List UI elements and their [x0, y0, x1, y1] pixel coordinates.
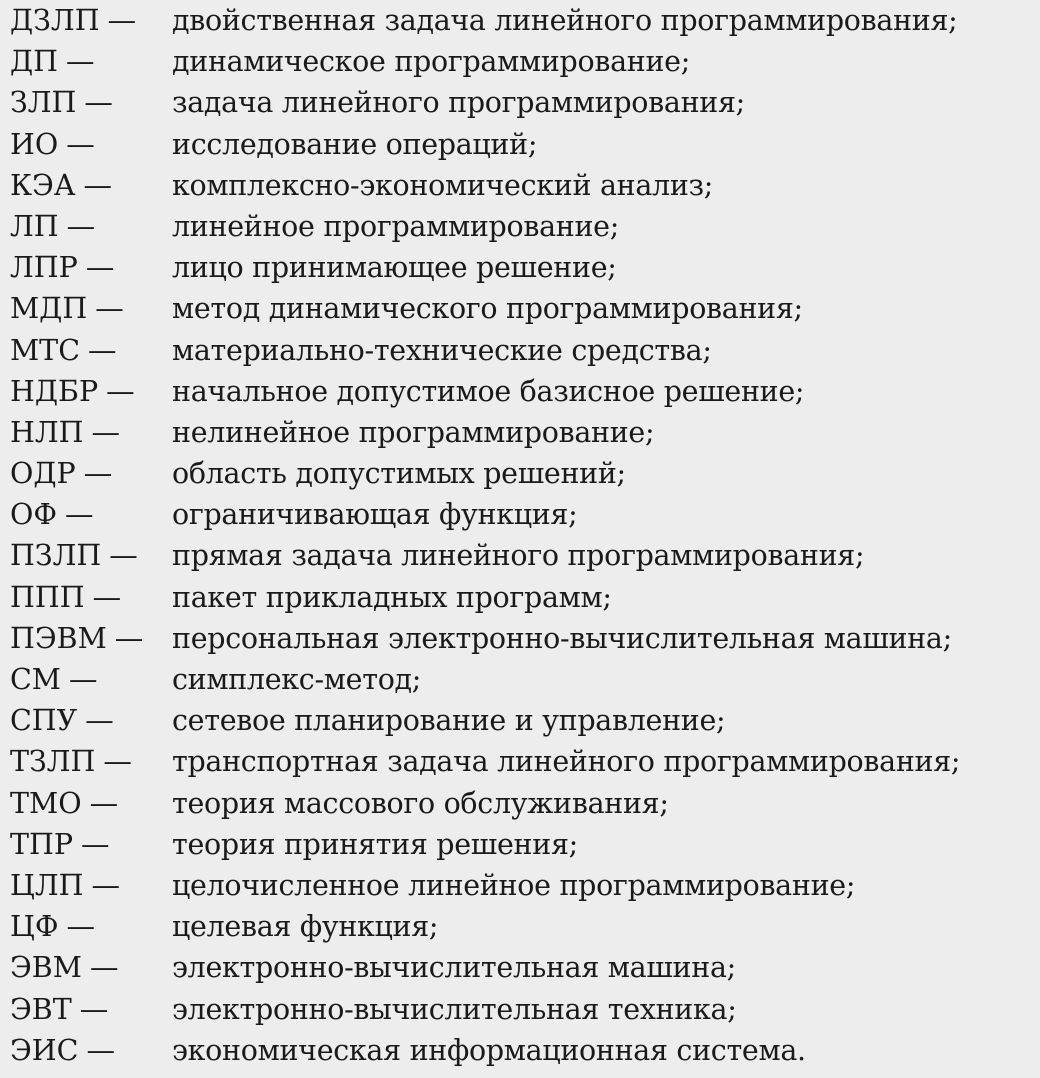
abbreviation-term	[10, 0, 172, 41]
abbreviation-term-text: ЛП	[10, 209, 59, 243]
abbreviation-term	[10, 783, 172, 824]
abbreviation-definition: задача линейного программирования;	[172, 86, 745, 120]
abbreviation-definition: электронно-вычислительная машина;	[172, 951, 736, 985]
abbreviation-term-text: ДЗЛП	[10, 4, 100, 37]
abbreviation-term	[10, 124, 172, 165]
abbreviation-term	[10, 371, 172, 412]
abbreviation-dash: —	[89, 786, 119, 820]
abbreviation-term-text: ЗЛП	[10, 86, 77, 120]
abbreviation-dash: —	[81, 827, 110, 861]
abbreviation-term	[10, 577, 172, 618]
abbreviation-term-text: МТС	[10, 333, 80, 367]
abbreviation-row	[10, 124, 1040, 165]
abbreviation-term	[10, 82, 172, 123]
abbreviation-term-text: ОФ	[10, 498, 58, 532]
abbreviation-row	[10, 288, 1040, 329]
abbreviation-term	[10, 989, 172, 1030]
abbreviation-definition: пакет прикладных программ;	[172, 580, 612, 614]
abbreviation-definition: линейное программирование;	[172, 209, 620, 243]
abbreviation-term-text: ПЭВМ	[10, 621, 107, 655]
abbreviation-dash: —	[91, 415, 120, 449]
abbreviation-definition: материально-технические средства;	[172, 333, 712, 367]
abbreviation-row	[10, 947, 1040, 988]
abbreviation-row	[10, 1030, 1040, 1071]
abbreviation-dash: —	[66, 910, 96, 944]
abbreviation-definition: прямая задача линейного программирования;	[172, 539, 865, 573]
abbreviation-row	[10, 700, 1040, 741]
abbreviation-dash: —	[69, 663, 98, 696]
abbreviation-dash: —	[85, 704, 114, 738]
abbreviation-definition: лицо принимающее решение;	[172, 251, 617, 285]
abbreviation-row	[10, 82, 1040, 123]
abbreviation-term	[10, 330, 172, 371]
abbreviation-term	[10, 700, 172, 741]
abbreviation-row	[10, 247, 1040, 288]
abbreviation-row	[10, 0, 1040, 41]
abbreviation-definition: транспортная задача линейного программирования;	[172, 745, 961, 779]
abbreviation-definition: начальное допустимое базисное решение;	[172, 374, 805, 408]
abbreviation-term	[10, 906, 172, 947]
abbreviation-dash: —	[89, 951, 119, 985]
abbreviation-dash: —	[84, 86, 113, 120]
abbreviation-term	[10, 1030, 172, 1071]
abbreviation-dash: —	[95, 292, 124, 326]
abbreviation-term	[10, 947, 172, 988]
abbreviation-row	[10, 41, 1040, 82]
abbreviation-definition: электронно-вычислительная техника;	[172, 992, 737, 1026]
abbreviation-term	[10, 741, 172, 782]
abbreviation-dash: —	[114, 621, 144, 655]
abbreviation-term	[10, 494, 172, 535]
abbreviations-list	[10, 0, 1040, 1071]
abbreviation-term	[10, 453, 172, 494]
abbreviation-term	[10, 535, 172, 576]
abbreviation-definition: симплекс-метод;	[172, 663, 422, 696]
abbreviation-term-text: ОДР	[10, 457, 76, 491]
abbreviation-dash: —	[66, 45, 95, 79]
abbreviation-term-text: НЛП	[10, 415, 84, 449]
abbreviation-term-text: ППП	[10, 580, 85, 614]
abbreviation-row	[10, 535, 1040, 576]
abbreviation-dash: —	[85, 251, 115, 285]
abbreviation-definition: метод динамического программирования;	[172, 292, 803, 326]
abbreviation-term-text: НДБР	[10, 374, 99, 408]
abbreviation-dash: —	[88, 333, 117, 367]
abbreviation-term-text: ЛПР	[10, 251, 78, 285]
abbreviation-term-text: ДП	[10, 45, 59, 79]
abbreviation-definition: сетевое планирование и управление;	[172, 704, 726, 738]
abbreviation-row	[10, 659, 1040, 700]
abbreviation-row	[10, 330, 1040, 371]
abbreviation-definition: персональная электронно-вычислительная машина;	[172, 621, 952, 655]
abbreviation-dash: —	[66, 127, 95, 161]
abbreviation-dash: —	[86, 1033, 115, 1067]
abbreviation-definition: целочисленное линейное программирование;	[172, 868, 856, 902]
abbreviation-definition: исследование операций;	[172, 127, 538, 161]
abbreviation-dash: —	[107, 4, 137, 37]
abbreviation-row	[10, 453, 1040, 494]
abbreviation-row	[10, 865, 1040, 906]
abbreviation-term	[10, 865, 172, 906]
abbreviation-definition: экономическая информационная система.	[172, 1033, 806, 1067]
abbreviation-term	[10, 247, 172, 288]
abbreviation-dash: —	[83, 457, 113, 491]
abbreviation-dash: —	[83, 168, 112, 202]
abbreviation-row	[10, 618, 1040, 659]
abbreviation-term-text: ЭИС	[10, 1033, 79, 1067]
abbreviation-definition: теория принятия решения;	[172, 827, 578, 861]
abbreviation-term	[10, 659, 172, 700]
abbreviation-definition: теория массового обслуживания;	[172, 786, 669, 820]
abbreviation-row	[10, 494, 1040, 535]
abbreviation-definition: динамическое программирование;	[172, 45, 691, 79]
abbreviation-dash: —	[92, 580, 122, 614]
abbreviation-term	[10, 824, 172, 865]
abbreviation-term-text: ТПР	[10, 827, 74, 861]
abbreviation-term-text: СПУ	[10, 704, 78, 738]
abbreviation-row	[10, 412, 1040, 453]
abbreviation-row	[10, 824, 1040, 865]
abbreviation-dash: —	[66, 209, 96, 243]
abbreviation-term-text: ЭВТ	[10, 992, 72, 1026]
abbreviation-dash: —	[65, 498, 94, 532]
abbreviation-term	[10, 165, 172, 206]
abbreviation-term	[10, 206, 172, 247]
abbreviation-definition: область допустимых решений;	[172, 457, 626, 491]
abbreviation-dash: —	[79, 992, 109, 1026]
abbreviation-term-text: ПЗЛП	[10, 539, 102, 573]
abbreviation-dash: —	[109, 539, 138, 573]
abbreviation-dash: —	[91, 868, 120, 902]
abbreviation-term-text: КЭА	[10, 168, 76, 202]
abbreviation-definition: ограничивающая функция;	[172, 498, 578, 532]
abbreviation-term-text: СМ	[10, 663, 61, 696]
abbreviation-row	[10, 371, 1040, 412]
abbreviation-definition: комплексно-экономический анализ;	[172, 168, 714, 202]
abbreviation-definition: целевая функция;	[172, 910, 439, 944]
abbreviation-row	[10, 206, 1040, 247]
abbreviation-term	[10, 288, 172, 329]
abbreviation-term-text: ТМО	[10, 786, 82, 820]
abbreviation-row	[10, 989, 1040, 1030]
abbreviation-term	[10, 412, 172, 453]
abbreviation-term-text: ТЗЛП	[10, 745, 96, 779]
abbreviation-term-text: ЭВМ	[10, 951, 82, 985]
abbreviation-row	[10, 783, 1040, 824]
abbreviation-dash: —	[103, 745, 132, 779]
abbreviation-term-text: ИО	[10, 127, 59, 161]
abbreviation-row	[10, 165, 1040, 206]
abbreviation-row	[10, 577, 1040, 618]
abbreviation-term	[10, 41, 172, 82]
abbreviation-definition: нелинейное программирование;	[172, 415, 655, 449]
abbreviation-row	[10, 906, 1040, 947]
abbreviation-term-text: ЦФ	[10, 910, 59, 944]
abbreviation-term-text: ЦЛП	[10, 868, 84, 902]
abbreviation-row	[10, 741, 1040, 782]
abbreviation-term	[10, 618, 172, 659]
abbreviation-dash: —	[106, 374, 135, 408]
abbreviation-term-text: МДП	[10, 292, 88, 326]
abbreviation-definition: двойственная задача линейного программирования;	[172, 4, 958, 37]
